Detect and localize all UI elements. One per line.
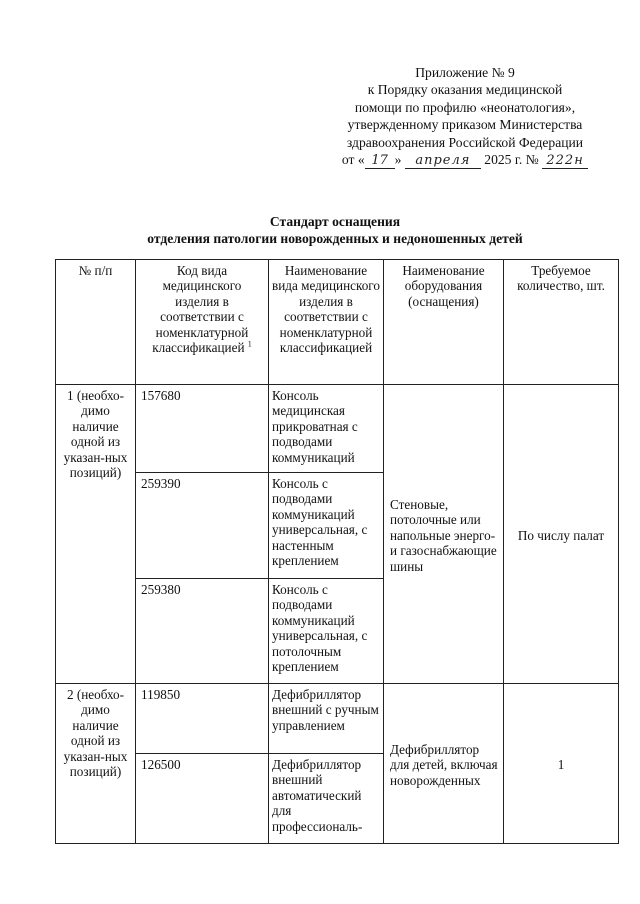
header-code-text: Код вида медицинского изделия в соответствии с номенклатурной классификацией xyxy=(152,263,249,356)
group-number-cell: 2 (необхо-димо наличие одной из указан-ных позиций) xyxy=(56,684,136,844)
table-row xyxy=(56,684,619,754)
appendix-line: здравоохранения Российской Федерации xyxy=(346,134,584,150)
code-cell: 259390 xyxy=(136,473,269,579)
order-date-line xyxy=(320,151,610,169)
footnote-marker: 1 xyxy=(247,339,252,349)
header-number: № п/п xyxy=(56,260,136,385)
appendix-header xyxy=(320,64,610,169)
code-cell: 119850 xyxy=(136,684,269,754)
kind-name-cell: Консоль с подводами коммуникаций универсальная, с настенным креплением xyxy=(269,473,384,579)
appendix-line: утвержденному приказом Министерства xyxy=(347,117,583,133)
kind-name-cell: Дефибриллятор внешний с ручным управлением xyxy=(269,684,384,754)
handwritten-day: 17 xyxy=(365,154,395,169)
date-year: 2025 г. № xyxy=(484,152,539,168)
header-kind-name: Наименование вида медицинского изделия в соответствии с номенклатурной классификацией xyxy=(269,260,384,385)
header-equipment: Наименование оборудования (оснащения) xyxy=(384,260,504,385)
kind-name-cell: Дефибриллятор внешний автоматический для профессиональ- xyxy=(269,754,384,844)
header-quantity: Требуемое количество, шт. xyxy=(504,260,619,385)
kind-name-cell: Консоль медицинская прикроватная с подводами коммуникаций xyxy=(269,385,384,473)
appendix-line: помощи по профилю «неонатология», xyxy=(354,99,576,115)
table-header-row xyxy=(56,260,619,385)
code-cell: 157680 xyxy=(136,385,269,473)
code-cell: 259380 xyxy=(136,579,269,684)
equipment-cell: Дефибриллятор для детей, включая новорожденных xyxy=(384,684,504,844)
equipment-cell: Стеновые, потолочные или напольные энерго- и газоснабжающие шины xyxy=(384,385,504,684)
kind-name-cell: Консоль с подводами коммуникаций универсальная, с потолочным креплением xyxy=(269,579,384,684)
header-code xyxy=(136,260,269,385)
quantity-cell: По числу палат xyxy=(504,385,619,684)
title-line: Стандарт оснащения xyxy=(269,214,401,229)
code-cell: 126500 xyxy=(136,754,269,844)
document-title xyxy=(40,213,630,247)
quantity-cell: 1 xyxy=(504,684,619,844)
handwritten-month: апреля xyxy=(405,154,481,169)
equipment-table xyxy=(55,259,619,844)
table-row xyxy=(56,385,619,473)
date-prefix: от « xyxy=(341,152,365,168)
handwritten-order-number: 222н xyxy=(542,154,588,169)
appendix-number: Приложение № 9 xyxy=(415,65,515,80)
date-mid: » xyxy=(394,152,402,168)
title-line: отделения патологии новорожденных и недоношенных детей xyxy=(147,231,523,246)
appendix-line: к Порядку оказания медицинской xyxy=(367,82,563,98)
group-number-cell: 1 (необхо-димо наличие одной из указан-ных позиций) xyxy=(56,385,136,684)
